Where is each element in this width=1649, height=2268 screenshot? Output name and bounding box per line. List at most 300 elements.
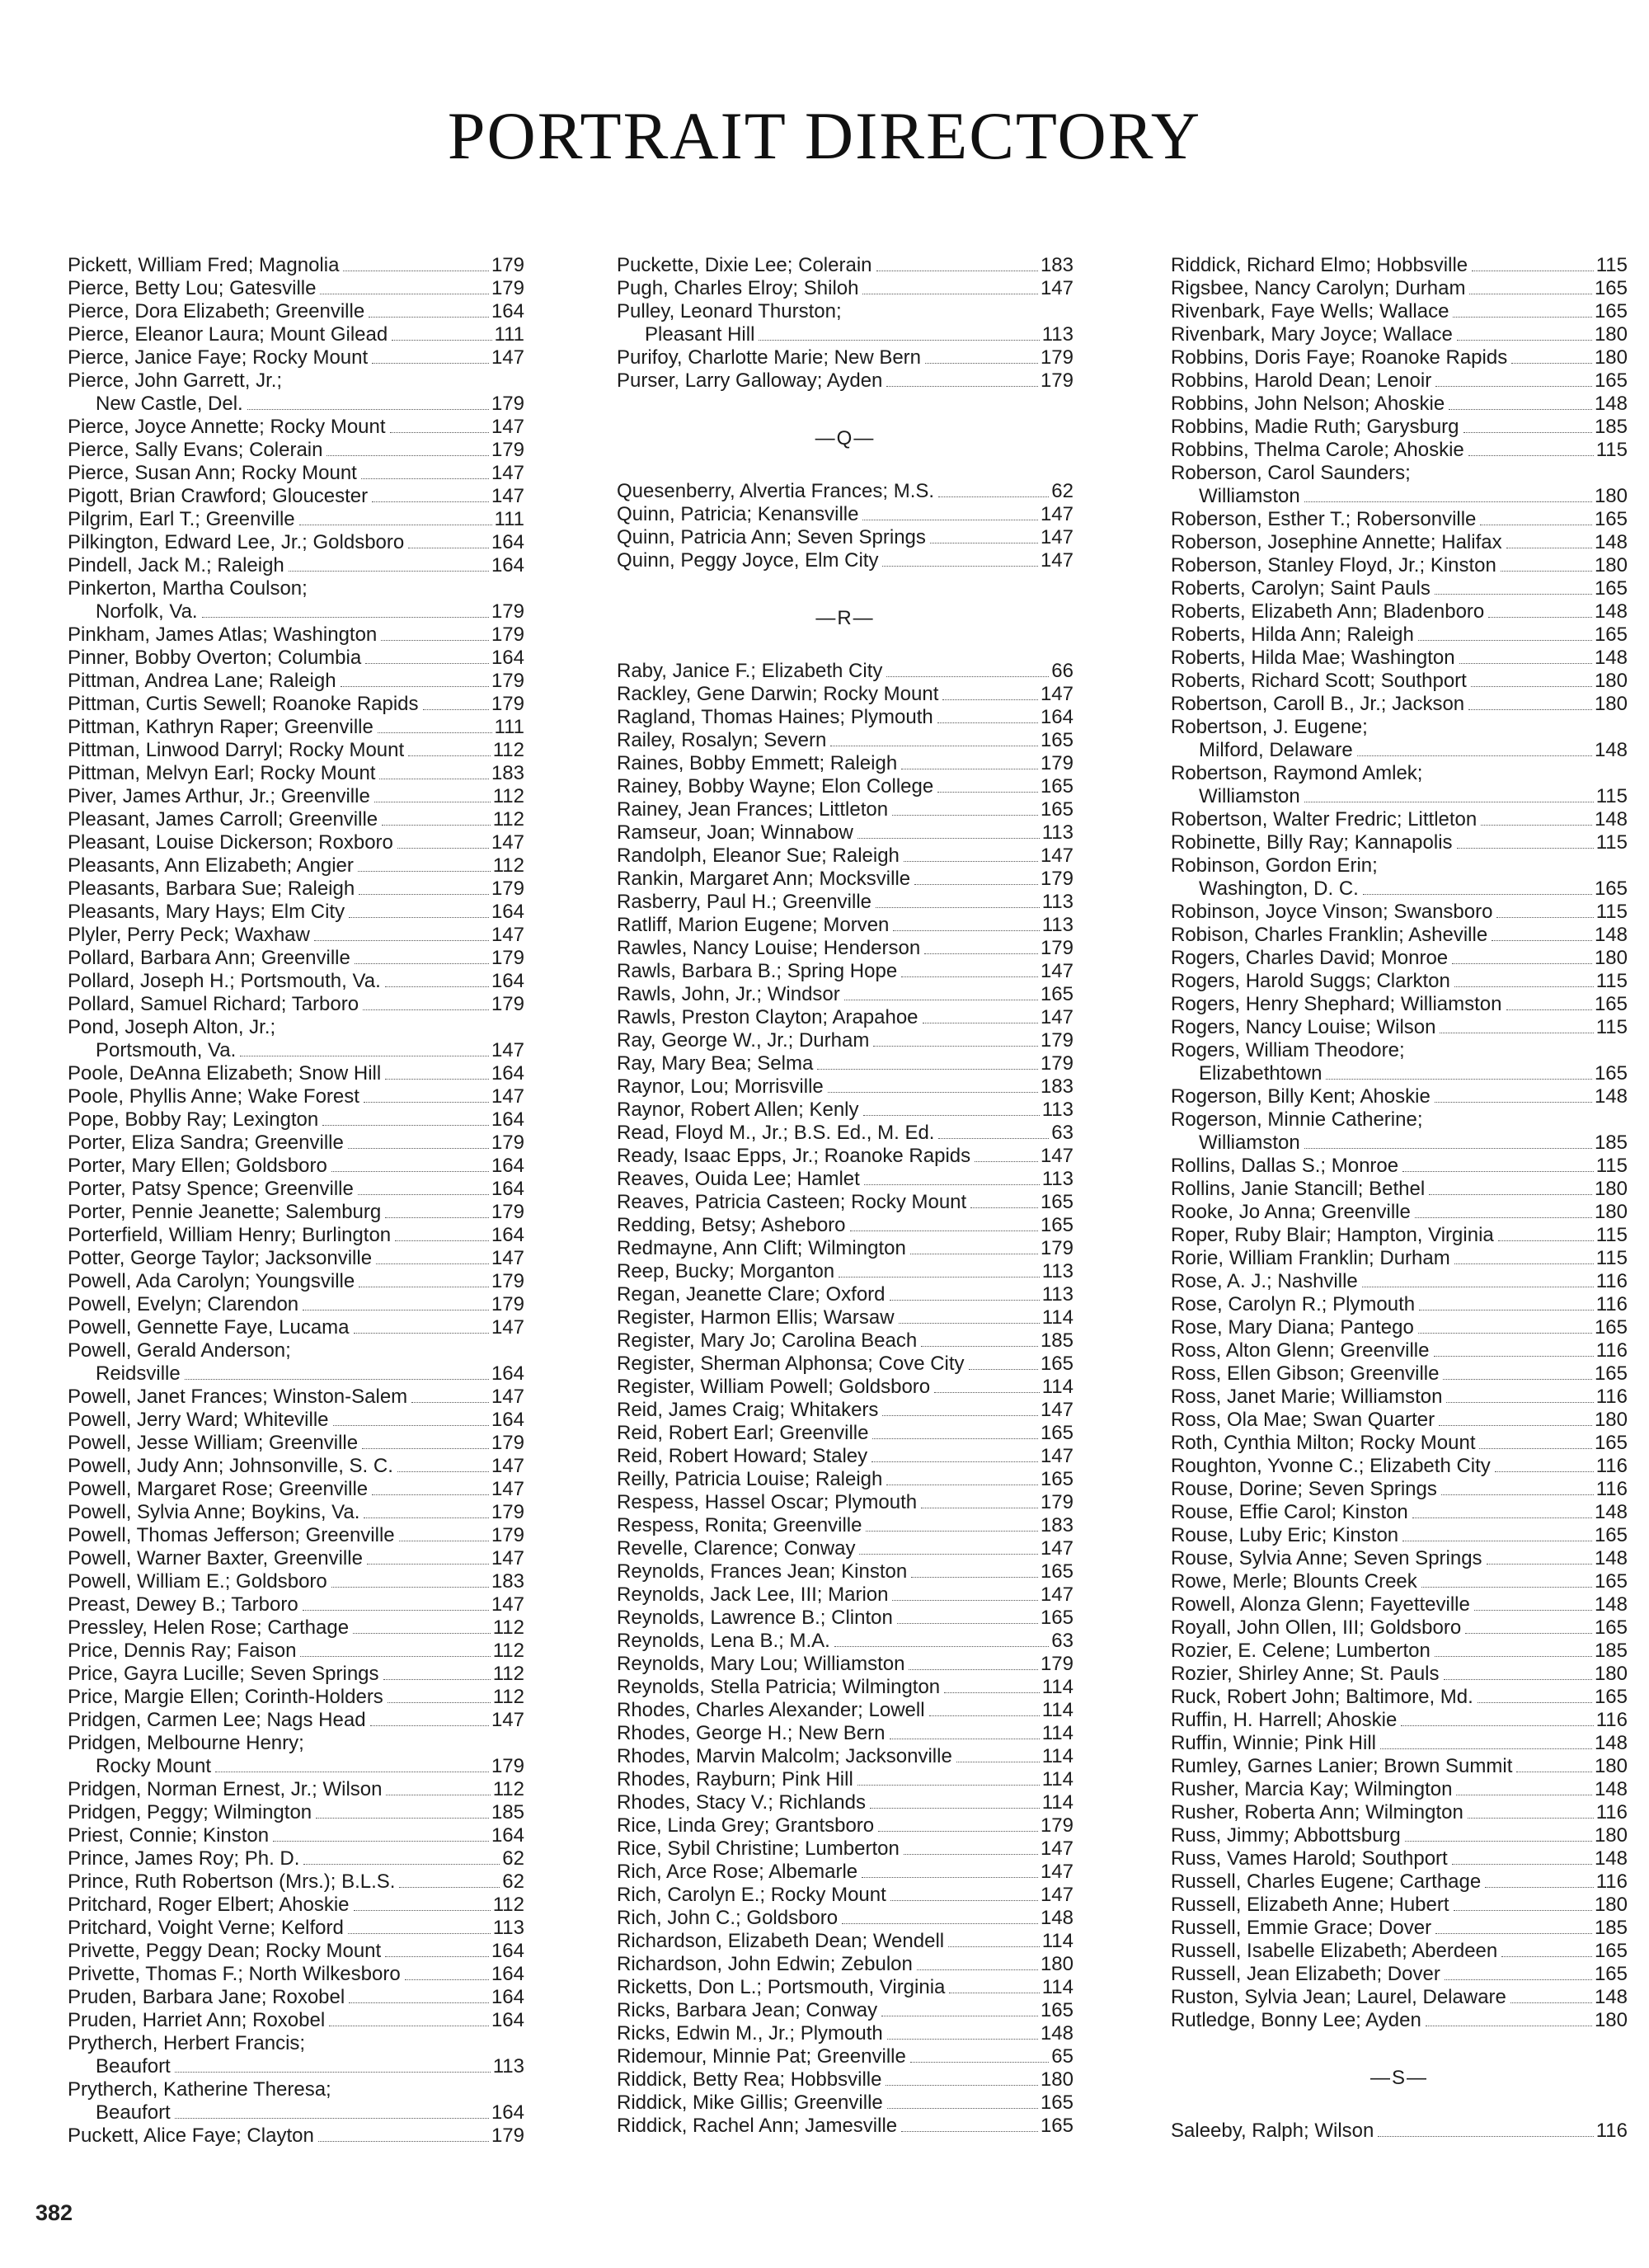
entry-page-number: 164 xyxy=(491,647,524,669)
directory-entry xyxy=(68,1293,524,1316)
entry-name: Powell, Margaret Rose; Greenville xyxy=(68,1478,369,1500)
entry-page-number: 179 xyxy=(1040,1237,1073,1259)
entry-name: Roughton, Yvonne C.; Elizabeth City xyxy=(1171,1455,1491,1477)
entry-page-number: 115 xyxy=(1595,1016,1628,1038)
dot-leader xyxy=(372,1494,489,1495)
entry-page-number: 148 xyxy=(1594,531,1628,553)
entry-name: Pleasants, Mary Hays; Elm City xyxy=(68,901,345,923)
entry-name: Powell, Gennette Faye, Lucama xyxy=(68,1316,350,1339)
entry-page-number: 113 xyxy=(492,2055,524,2077)
entry-name: Pleasants, Ann Elizabeth; Angier xyxy=(68,854,354,877)
entry-name: Roberts, Hilda Mae; Washington xyxy=(1171,647,1455,669)
entry-page-number: 112 xyxy=(492,1778,524,1800)
entry-page-number: 165 xyxy=(1040,2092,1073,2114)
entry-page-number: 116 xyxy=(1595,1293,1628,1315)
entry-page-number: 180 xyxy=(1594,670,1628,692)
directory-entry xyxy=(1171,1478,1628,1501)
entry-page-number: 165 xyxy=(1040,1468,1073,1490)
entry-name: Robinette, Billy Ray; Kannapolis xyxy=(1171,831,1453,854)
directory-entry xyxy=(68,808,524,831)
directory-entry xyxy=(1171,323,1628,346)
entry-page-number: 147 xyxy=(1040,683,1073,705)
entry-page-number: 148 xyxy=(1594,393,1628,415)
dot-leader xyxy=(303,1864,500,1865)
entry-page-number: 148 xyxy=(1594,924,1628,946)
entry-name: Rozier, Shirley Anne; St. Pauls xyxy=(1171,1663,1440,1685)
entry-page-number: 180 xyxy=(1040,2068,1073,2091)
entry-page-number: 164 xyxy=(491,531,524,553)
directory-entry xyxy=(617,752,1073,775)
entry-name: Riddick, Betty Rea; Hobbsville xyxy=(617,2068,882,2091)
dot-leader xyxy=(361,478,489,479)
directory-entry xyxy=(617,775,1073,798)
directory-entry xyxy=(68,2009,524,2032)
entry-name: Robinson, Joyce Vinson; Swansboro xyxy=(1171,901,1493,923)
directory-entry xyxy=(68,369,524,416)
directory-entry xyxy=(68,970,524,993)
entry-page-number: 66 xyxy=(1051,660,1073,682)
dot-leader xyxy=(866,1531,1037,1532)
dot-leader xyxy=(1453,317,1592,318)
entry-page-number: 179 xyxy=(491,878,524,900)
entry-name: Roberts, Elizabeth Ann; Bladenboro xyxy=(1171,600,1485,623)
entry-name: Pinner, Bobby Overton; Columbia xyxy=(68,647,362,669)
entry-name: Preast, Dewey B.; Tarboro xyxy=(68,1593,298,1616)
dot-leader xyxy=(341,686,489,687)
dot-leader xyxy=(331,1587,489,1588)
entry-page-number: 165 xyxy=(1594,277,1628,299)
entry-name: Riddick, Mike Gillis; Greenville xyxy=(617,2092,883,2114)
entry-name: Rorie, William Franklin; Durham xyxy=(1171,1247,1450,1269)
dot-leader xyxy=(1380,1748,1592,1749)
directory-entry xyxy=(617,1976,1073,1999)
entry-page-number: 183 xyxy=(491,762,524,784)
dot-leader xyxy=(1418,640,1592,641)
directory-entry xyxy=(1171,831,1628,854)
entry-page-number: 147 xyxy=(1040,1006,1073,1028)
entry-name: Pittman, Linwood Darryl; Rocky Mount xyxy=(68,739,405,761)
entry-name: Roberts, Richard Scott; Southport xyxy=(1171,670,1467,692)
dot-leader xyxy=(362,1448,489,1449)
entry-name: Purser, Larry Galloway; Ayden xyxy=(617,369,883,392)
entry-name: Powell, Ada Carolyn; Youngsville xyxy=(68,1270,355,1292)
entry-name: Robbins, Madie Ruth; Garysburg xyxy=(1171,416,1459,438)
entry-name: Rooke, Jo Anna; Greenville xyxy=(1171,1201,1411,1223)
directory-entry xyxy=(1171,1986,1628,2009)
entry-page-number: 148 xyxy=(1594,600,1628,623)
entry-name: Rivenbark, Faye Wells; Wallace xyxy=(1171,300,1449,322)
directory-entry xyxy=(68,670,524,693)
dot-leader xyxy=(382,825,491,826)
dot-leader xyxy=(909,1669,1038,1670)
entry-page-number: 180 xyxy=(1594,1201,1628,1223)
entry-page-number: 179 xyxy=(491,1132,524,1154)
entry-page-number: 147 xyxy=(491,485,524,507)
dot-leader xyxy=(864,1184,1040,1185)
entry-name: Powell, William E.; Goldsboro xyxy=(68,1570,327,1593)
dot-leader xyxy=(834,1646,1050,1647)
entry-name: Ridemour, Minnie Pat; Greenville xyxy=(617,2045,906,2068)
dot-leader xyxy=(376,1263,489,1264)
directory-entry xyxy=(617,1837,1073,1861)
directory-entry xyxy=(617,480,1073,503)
entry-name: Reynolds, Mary Lou; Williamston xyxy=(617,1653,905,1675)
entry-page-number: 112 xyxy=(492,1640,524,1662)
entry-name: Price, Margie Ellen; Corinth-Holders xyxy=(68,1686,383,1708)
directory-entry xyxy=(617,1907,1073,1930)
page-number: 382 xyxy=(35,2200,73,2225)
dot-leader xyxy=(1506,1009,1592,1010)
entry-name: Rogers, Nancy Louise; Wilson xyxy=(1171,1016,1436,1038)
entry-page-number: 148 xyxy=(1594,1501,1628,1523)
entry-name: Russell, Emmie Grace; Dover xyxy=(1171,1917,1432,1939)
dot-leader xyxy=(359,894,489,895)
entry-page-number: 179 xyxy=(491,1501,524,1523)
entry-page-number: 116 xyxy=(1595,2120,1628,2142)
entry-page-number: 112 xyxy=(492,1663,524,1685)
directory-entry xyxy=(68,1640,524,1663)
directory-entry xyxy=(1171,462,1628,508)
directory-entry xyxy=(1171,901,1628,924)
entry-name: Powell, Evelyn; Clarendon xyxy=(68,1293,299,1315)
entry-page-number: 115 xyxy=(1595,1247,1628,1269)
dot-leader xyxy=(423,709,489,710)
entry-name: Robertson, Walter Fredric; Littleton xyxy=(1171,808,1478,831)
entry-name: Prytherch, Katherine Theresa; xyxy=(68,2078,331,2101)
directory-entry xyxy=(68,693,524,716)
dot-leader xyxy=(354,1333,489,1334)
entry-page-number: 164 xyxy=(491,970,524,992)
entry-page-number: 114 xyxy=(1041,1768,1073,1790)
entry-page-number: 112 xyxy=(492,739,524,761)
dot-leader xyxy=(392,340,491,341)
entry-page-number: 180 xyxy=(1594,323,1628,346)
entry-page-number: 185 xyxy=(1594,1132,1628,1154)
entry-name: Reynolds, Stella Patricia; Wilmington xyxy=(617,1676,941,1698)
directory-entry xyxy=(617,891,1073,914)
directory-entry xyxy=(68,323,524,346)
directory-entry xyxy=(617,300,1073,346)
section-letter-heading: —S— xyxy=(1369,2067,1428,2089)
dot-leader xyxy=(937,722,1038,723)
entry-name: Pittman, Andrea Lane; Raleigh xyxy=(68,670,336,692)
entry-name: Russell, Jean Elizabeth; Dover xyxy=(1171,1963,1440,1985)
directory-entry xyxy=(68,924,524,947)
directory-entry xyxy=(1171,1386,1628,1409)
entry-page-number: 116 xyxy=(1595,1270,1628,1292)
directory-entry xyxy=(68,1270,524,1293)
entry-page-number: 179 xyxy=(491,600,524,623)
entry-page-number: 147 xyxy=(1040,503,1073,525)
entry-name: Robinson, Gordon Erin; xyxy=(1171,854,1378,877)
entry-page-number: 180 xyxy=(1594,1663,1628,1685)
dot-leader xyxy=(385,1079,489,1080)
dot-leader xyxy=(929,1715,1040,1716)
directory-entry xyxy=(617,1814,1073,1837)
entry-page-number: 165 xyxy=(1594,623,1628,646)
entry-page-number: 164 xyxy=(491,1963,524,1985)
entry-page-number: 179 xyxy=(1040,1029,1073,1052)
entry-name: Pindell, Jack M.; Raleigh xyxy=(68,554,284,576)
directory-entry xyxy=(617,706,1073,729)
entry-name: Respess, Ronita; Greenville xyxy=(617,1514,862,1536)
dot-leader xyxy=(1457,340,1592,341)
entry-page-number: 113 xyxy=(1041,1099,1073,1121)
section-letter-heading: —R— xyxy=(815,607,875,629)
entry-name: Roberts, Hilda Ann; Raleigh xyxy=(1171,623,1414,646)
entry-page-number: 165 xyxy=(1594,1524,1628,1546)
dot-leader xyxy=(870,1808,1040,1809)
directory-entry xyxy=(68,277,524,300)
directory-entry xyxy=(68,1478,524,1501)
dot-leader xyxy=(1510,2002,1592,2003)
directory-entry xyxy=(68,485,524,508)
entry-name: Pittman, Kathryn Raper; Greenville xyxy=(68,716,373,738)
dot-leader xyxy=(899,1323,1040,1324)
entry-name: Pigott, Brian Crawford; Gloucester xyxy=(68,485,369,507)
entry-page-number: 147 xyxy=(1040,1837,1073,1860)
dot-leader xyxy=(871,1461,1038,1462)
entry-page-number: 147 xyxy=(1040,960,1073,982)
entry-name: Rogers, William Theodore; xyxy=(1171,1039,1405,1061)
entry-name: Pritchard, Roger Elbert; Ahoskie xyxy=(68,1894,350,1916)
entry-page-number: 179 xyxy=(491,1755,524,1777)
dot-leader xyxy=(273,1841,489,1842)
entry-page-number: 114 xyxy=(1041,1699,1073,1721)
entry-page-number: 183 xyxy=(491,1570,524,1593)
directory-entry xyxy=(68,577,524,623)
dot-leader xyxy=(369,317,489,318)
entry-page-number: 165 xyxy=(1594,1362,1628,1385)
dot-leader xyxy=(878,1831,1038,1832)
entry-page-number: 165 xyxy=(1040,729,1073,751)
entry-page-number: 164 xyxy=(491,1178,524,1200)
entry-name: Rouse, Effie Carol; Kinston xyxy=(1171,1501,1408,1523)
directory-entry xyxy=(1171,554,1628,577)
dot-leader xyxy=(349,917,489,918)
directory-entry xyxy=(68,2078,524,2124)
entry-name: Richardson, Elizabeth Dean; Wendell xyxy=(617,1930,945,1952)
entry-page-number: 179 xyxy=(491,277,524,299)
directory-entry xyxy=(68,1732,524,1778)
entry-page-number: 116 xyxy=(1595,1801,1628,1823)
directory-entry xyxy=(68,2124,524,2148)
entry-page-number: 179 xyxy=(491,254,524,276)
entry-page-number: 147 xyxy=(491,1455,524,1477)
entry-name: Rainey, Jean Frances; Littleton xyxy=(617,798,889,821)
dot-leader xyxy=(355,963,489,964)
entry-name: Pridgen, Norman Ernest, Jr.; Wilson xyxy=(68,1778,383,1800)
dot-leader xyxy=(1378,2136,1593,2137)
entry-page-number: 164 xyxy=(491,1224,524,1246)
entry-name: Piver, James Arthur, Jr.; Greenville xyxy=(68,785,370,807)
entry-name: Pierce, Betty Lou; Gatesville xyxy=(68,277,317,299)
entry-name: Quinn, Patricia Ann; Seven Springs xyxy=(617,526,926,548)
dot-leader xyxy=(1454,1263,1594,1264)
dot-leader xyxy=(378,732,492,733)
entry-name: Ross, Ola Mae; Swan Quarter xyxy=(1171,1409,1435,1431)
entry-page-number: 179 xyxy=(491,993,524,1015)
directory-entry xyxy=(1171,2120,1628,2143)
directory-entry xyxy=(68,1339,524,1386)
directory-entry xyxy=(1171,1570,1628,1593)
directory-entry xyxy=(68,508,524,531)
entry-name: Porter, Eliza Sandra; Greenville xyxy=(68,1132,344,1154)
directory-entry xyxy=(68,1963,524,1986)
directory-entry xyxy=(1171,1524,1628,1547)
entry-name: Pleasant, James Carroll; Greenville xyxy=(68,808,378,831)
entry-page-number: 62 xyxy=(502,1847,524,1870)
directory-entry xyxy=(617,1560,1073,1583)
dot-leader xyxy=(1454,986,1594,987)
directory-entry xyxy=(1171,1362,1628,1386)
entry-name: Register, Mary Jo; Carolina Beach xyxy=(617,1329,918,1352)
directory-entry xyxy=(617,1237,1073,1260)
dot-leader xyxy=(938,1138,1049,1139)
entry-page-number: 148 xyxy=(1594,739,1628,761)
entry-page-number: 165 xyxy=(1594,878,1628,900)
entry-page-number: 114 xyxy=(1041,1722,1073,1744)
directory-entry xyxy=(1171,1847,1628,1870)
entry-location: Reidsville xyxy=(96,1362,181,1385)
directory-entry xyxy=(617,1075,1073,1099)
entry-page-number: 114 xyxy=(1041,1306,1073,1329)
entry-page-number: 148 xyxy=(1594,1986,1628,2008)
dot-leader xyxy=(1463,432,1592,433)
entry-page-number: 147 xyxy=(1040,1145,1073,1167)
entry-page-number: 179 xyxy=(491,1524,524,1546)
directory-entry xyxy=(68,1593,524,1616)
dot-leader xyxy=(1501,571,1592,572)
dot-leader xyxy=(1449,409,1592,410)
page-title: PORTRAIT DIRECTORY xyxy=(447,98,1202,173)
directory-entry xyxy=(617,1537,1073,1560)
dot-leader xyxy=(395,1240,489,1241)
entry-name: Pierce, Dora Elizabeth; Greenville xyxy=(68,300,365,322)
entry-page-number: 183 xyxy=(1040,1075,1073,1098)
dot-leader xyxy=(322,1125,489,1126)
directory-entry xyxy=(1171,762,1628,808)
dot-leader xyxy=(354,1910,491,1911)
entry-page-number: 179 xyxy=(1040,346,1073,369)
entry-page-number: 116 xyxy=(1595,1455,1628,1477)
directory-column-1 xyxy=(68,254,524,2148)
entry-name: Rasberry, Paul H.; Greenville xyxy=(617,891,871,913)
entry-name: Rhodes, Stacy V.; Richlands xyxy=(617,1791,866,1814)
dot-leader xyxy=(1421,1587,1592,1588)
directory-entry xyxy=(68,785,524,808)
directory-entry xyxy=(1171,1616,1628,1640)
entry-page-number: 112 xyxy=(492,785,524,807)
directory-entry xyxy=(1171,1709,1628,1732)
entry-name: Rouse, Luby Eric; Kinston xyxy=(1171,1524,1399,1546)
entry-page-number: 112 xyxy=(492,1616,524,1639)
directory-entry xyxy=(617,1607,1073,1630)
entry-location: Beaufort xyxy=(96,2101,171,2124)
entry-name: Robertson, Caroll B., Jr.; Jackson xyxy=(1171,693,1465,715)
dot-leader xyxy=(1435,594,1592,595)
directory-entry xyxy=(68,831,524,854)
directory-entry xyxy=(1171,1940,1628,1963)
dot-leader xyxy=(839,1277,1040,1278)
dot-leader xyxy=(367,1564,489,1565)
entry-page-number: 179 xyxy=(491,393,524,415)
entry-name: Raby, Janice F.; Elizabeth City xyxy=(617,660,883,682)
directory-entry xyxy=(1171,1755,1628,1778)
dot-leader xyxy=(372,501,489,502)
directory-entry xyxy=(1171,1640,1628,1663)
entry-name: Powell, Thomas Jefferson; Greenville xyxy=(68,1524,395,1546)
entry-name: Respess, Hassel Oscar; Plymouth xyxy=(617,1491,918,1513)
entry-location: Elizabethtown xyxy=(1199,1062,1322,1085)
entry-name: Pritchard, Voight Verne; Kelford xyxy=(68,1917,344,1939)
entry-location: Williamston xyxy=(1199,785,1300,807)
dot-leader xyxy=(1468,455,1594,456)
dot-leader xyxy=(1435,386,1592,387)
entry-page-number: 165 xyxy=(1594,1940,1628,1962)
entry-name: Prince, Ruth Robertson (Mrs.); B.L.S. xyxy=(68,1870,396,1893)
directory-entry xyxy=(68,531,524,554)
dot-leader xyxy=(385,1956,489,1957)
directory-entry xyxy=(617,683,1073,706)
entry-page-number: 164 xyxy=(491,554,524,576)
directory-entry xyxy=(68,1940,524,1963)
dot-leader xyxy=(1468,1818,1594,1819)
dot-leader xyxy=(882,1415,1038,1416)
entry-page-number: 147 xyxy=(1040,1861,1073,1883)
entry-name: Regan, Jeanette Clare; Oxford xyxy=(617,1283,886,1306)
entry-page-number: 113 xyxy=(1041,891,1073,913)
entry-page-number: 148 xyxy=(1594,1547,1628,1569)
entry-name: Robertson, J. Eugene; xyxy=(1171,716,1368,738)
entry-page-number: 165 xyxy=(1040,1353,1073,1375)
entry-name: Reynolds, Jack Lee, III; Marion xyxy=(617,1583,889,1606)
dot-leader xyxy=(886,386,1038,387)
directory-entry xyxy=(68,1501,524,1524)
dot-leader xyxy=(1487,1564,1592,1565)
dot-leader xyxy=(364,1102,489,1103)
directory-entry xyxy=(617,821,1073,845)
entry-page-number: 179 xyxy=(491,1201,524,1223)
entry-page-number: 179 xyxy=(491,2124,524,2147)
directory-entry xyxy=(617,2092,1073,2115)
entry-location: Williamston xyxy=(1199,485,1300,507)
entry-name: Rutledge, Bonny Lee; Ayden xyxy=(1171,2009,1421,2031)
dot-leader xyxy=(901,976,1038,977)
directory-entry xyxy=(68,1432,524,1455)
dot-leader xyxy=(934,1392,1040,1393)
directory-entry xyxy=(68,416,524,439)
entry-page-number: 180 xyxy=(1594,1755,1628,1777)
entry-page-number: 148 xyxy=(1040,2022,1073,2044)
dot-leader xyxy=(1474,1610,1592,1611)
directory-entry xyxy=(68,762,524,785)
entry-name: Rogers, Henry Shephard; Williamston xyxy=(1171,993,1502,1015)
directory-entry xyxy=(1171,1316,1628,1339)
entry-name: Porterfield, William Henry; Burlington xyxy=(68,1224,392,1246)
entry-name: Prince, James Roy; Ph. D. xyxy=(68,1847,300,1870)
entry-name: Rankin, Margaret Ann; Mocksville xyxy=(617,868,911,890)
dot-leader xyxy=(886,2085,1037,2086)
entry-name: Pittman, Melvyn Earl; Rocky Mount xyxy=(68,762,376,784)
directory-entry xyxy=(68,439,524,462)
directory-entry xyxy=(1171,1455,1628,1478)
entry-name: Register, William Powell; Goldsboro xyxy=(617,1376,931,1398)
entry-name: Royall, John Ollen, III; Goldsboro xyxy=(1171,1616,1462,1639)
entry-page-number: 63 xyxy=(1051,1122,1073,1144)
entry-page-number: 147 xyxy=(491,1709,524,1731)
entry-page-number: 148 xyxy=(1594,647,1628,669)
